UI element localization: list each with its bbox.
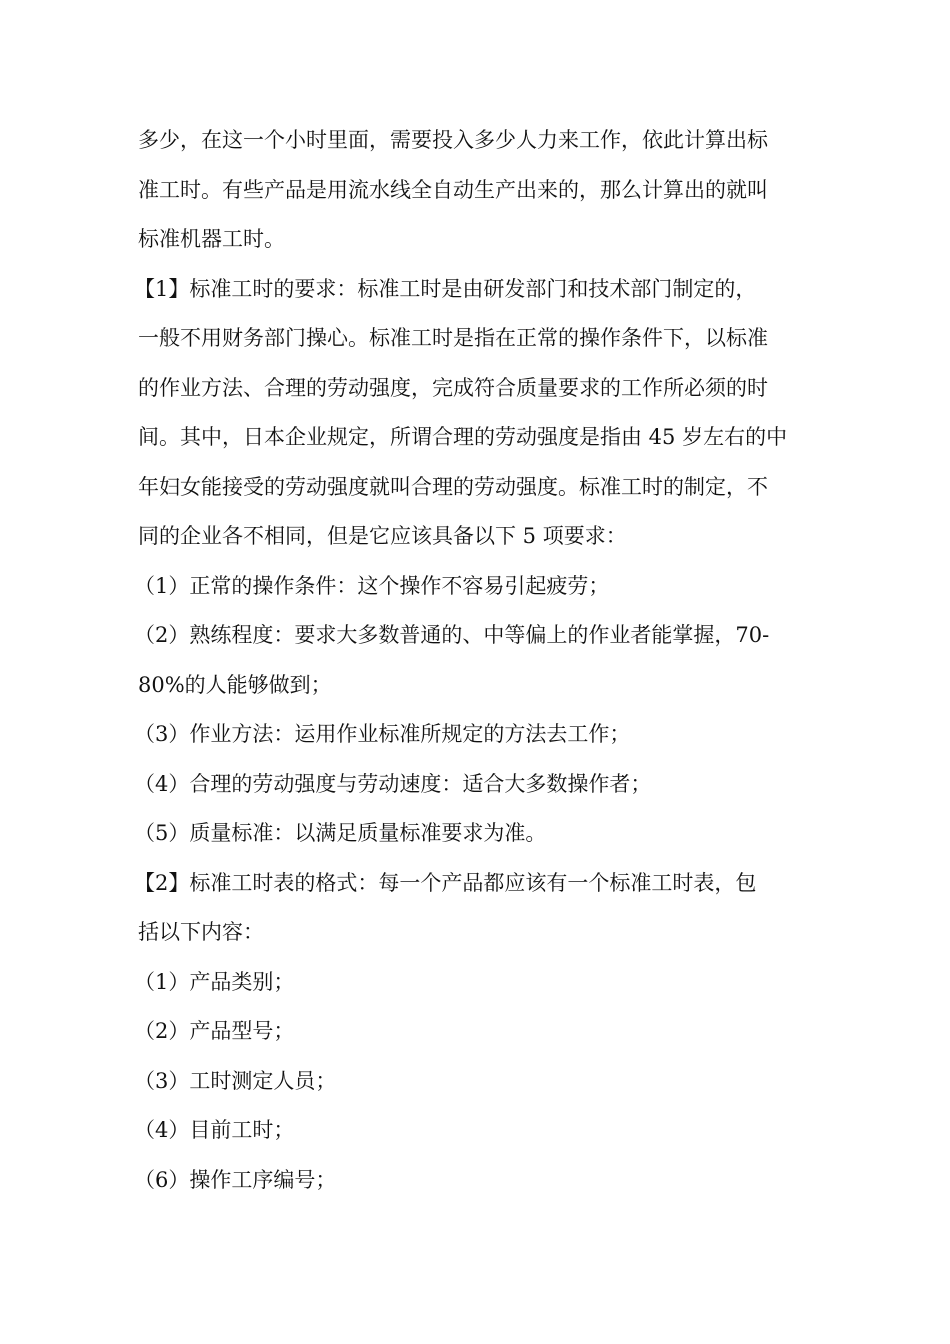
list-item: （4）目前工时； (134, 1118, 295, 1142)
text-line: 的作业方法、合理的劳动强度，完成符合质量要求的工作所必须的时 (138, 375, 768, 400)
text-line: 同的企业各不相同，但是它应该具备以下 5 项要求： (138, 524, 627, 548)
list-item: （2）产品型号； (134, 1019, 295, 1043)
section-heading-line: 【2】标准工时表的格式：每一个产品都应该有一个标准工时表，包 (134, 870, 757, 895)
text-line: 年妇女能接受的劳动强度就叫合理的劳动强度。标准工时的制定，不 (138, 474, 768, 499)
text-line: 多少，在这一个小时里面，需要投入多少人力来工作，依此计算出标 (138, 128, 768, 152)
list-item-continuation: 80%的人能够做到； (138, 672, 332, 697)
list-item: （3）工时测定人员； (134, 1068, 337, 1093)
text-line: 括以下内容： (138, 920, 264, 944)
text-line: 间。其中，日本企业规定，所谓合理的劳动强度是指由 45 岁左右的中 (138, 425, 788, 449)
list-item: （2）熟练程度：要求大多数普通的、中等偏上的作业者能掌握，70- (134, 623, 770, 647)
list-item: （3）作业方法：运用作业标准所规定的方法去工作； (134, 722, 631, 746)
section-heading-line: 【1】标准工时的要求：标准工时是由研发部门和技术部门制定的， (134, 276, 757, 301)
list-item: （1）正常的操作条件：这个操作不容易引起疲劳； (134, 573, 610, 598)
document-body (134, 116, 818, 1205)
list-item: （4）合理的劳动强度与劳动速度：适合大多数操作者； (134, 771, 652, 796)
list-item: （5）质量标准：以满足质量标准要求为准。 (134, 821, 547, 845)
text-line: 一般不用财务部门操心。标准工时是指在正常的操作条件下，以标准 (138, 326, 768, 350)
text-line: 标准机器工时。 (138, 227, 285, 251)
list-item: （1）产品类别； (134, 969, 295, 994)
list-item: （6）操作工序编号； (134, 1167, 337, 1192)
text-line: 准工时。有些产品是用流水线全自动生产出来的，那么计算出的就叫 (138, 177, 768, 202)
